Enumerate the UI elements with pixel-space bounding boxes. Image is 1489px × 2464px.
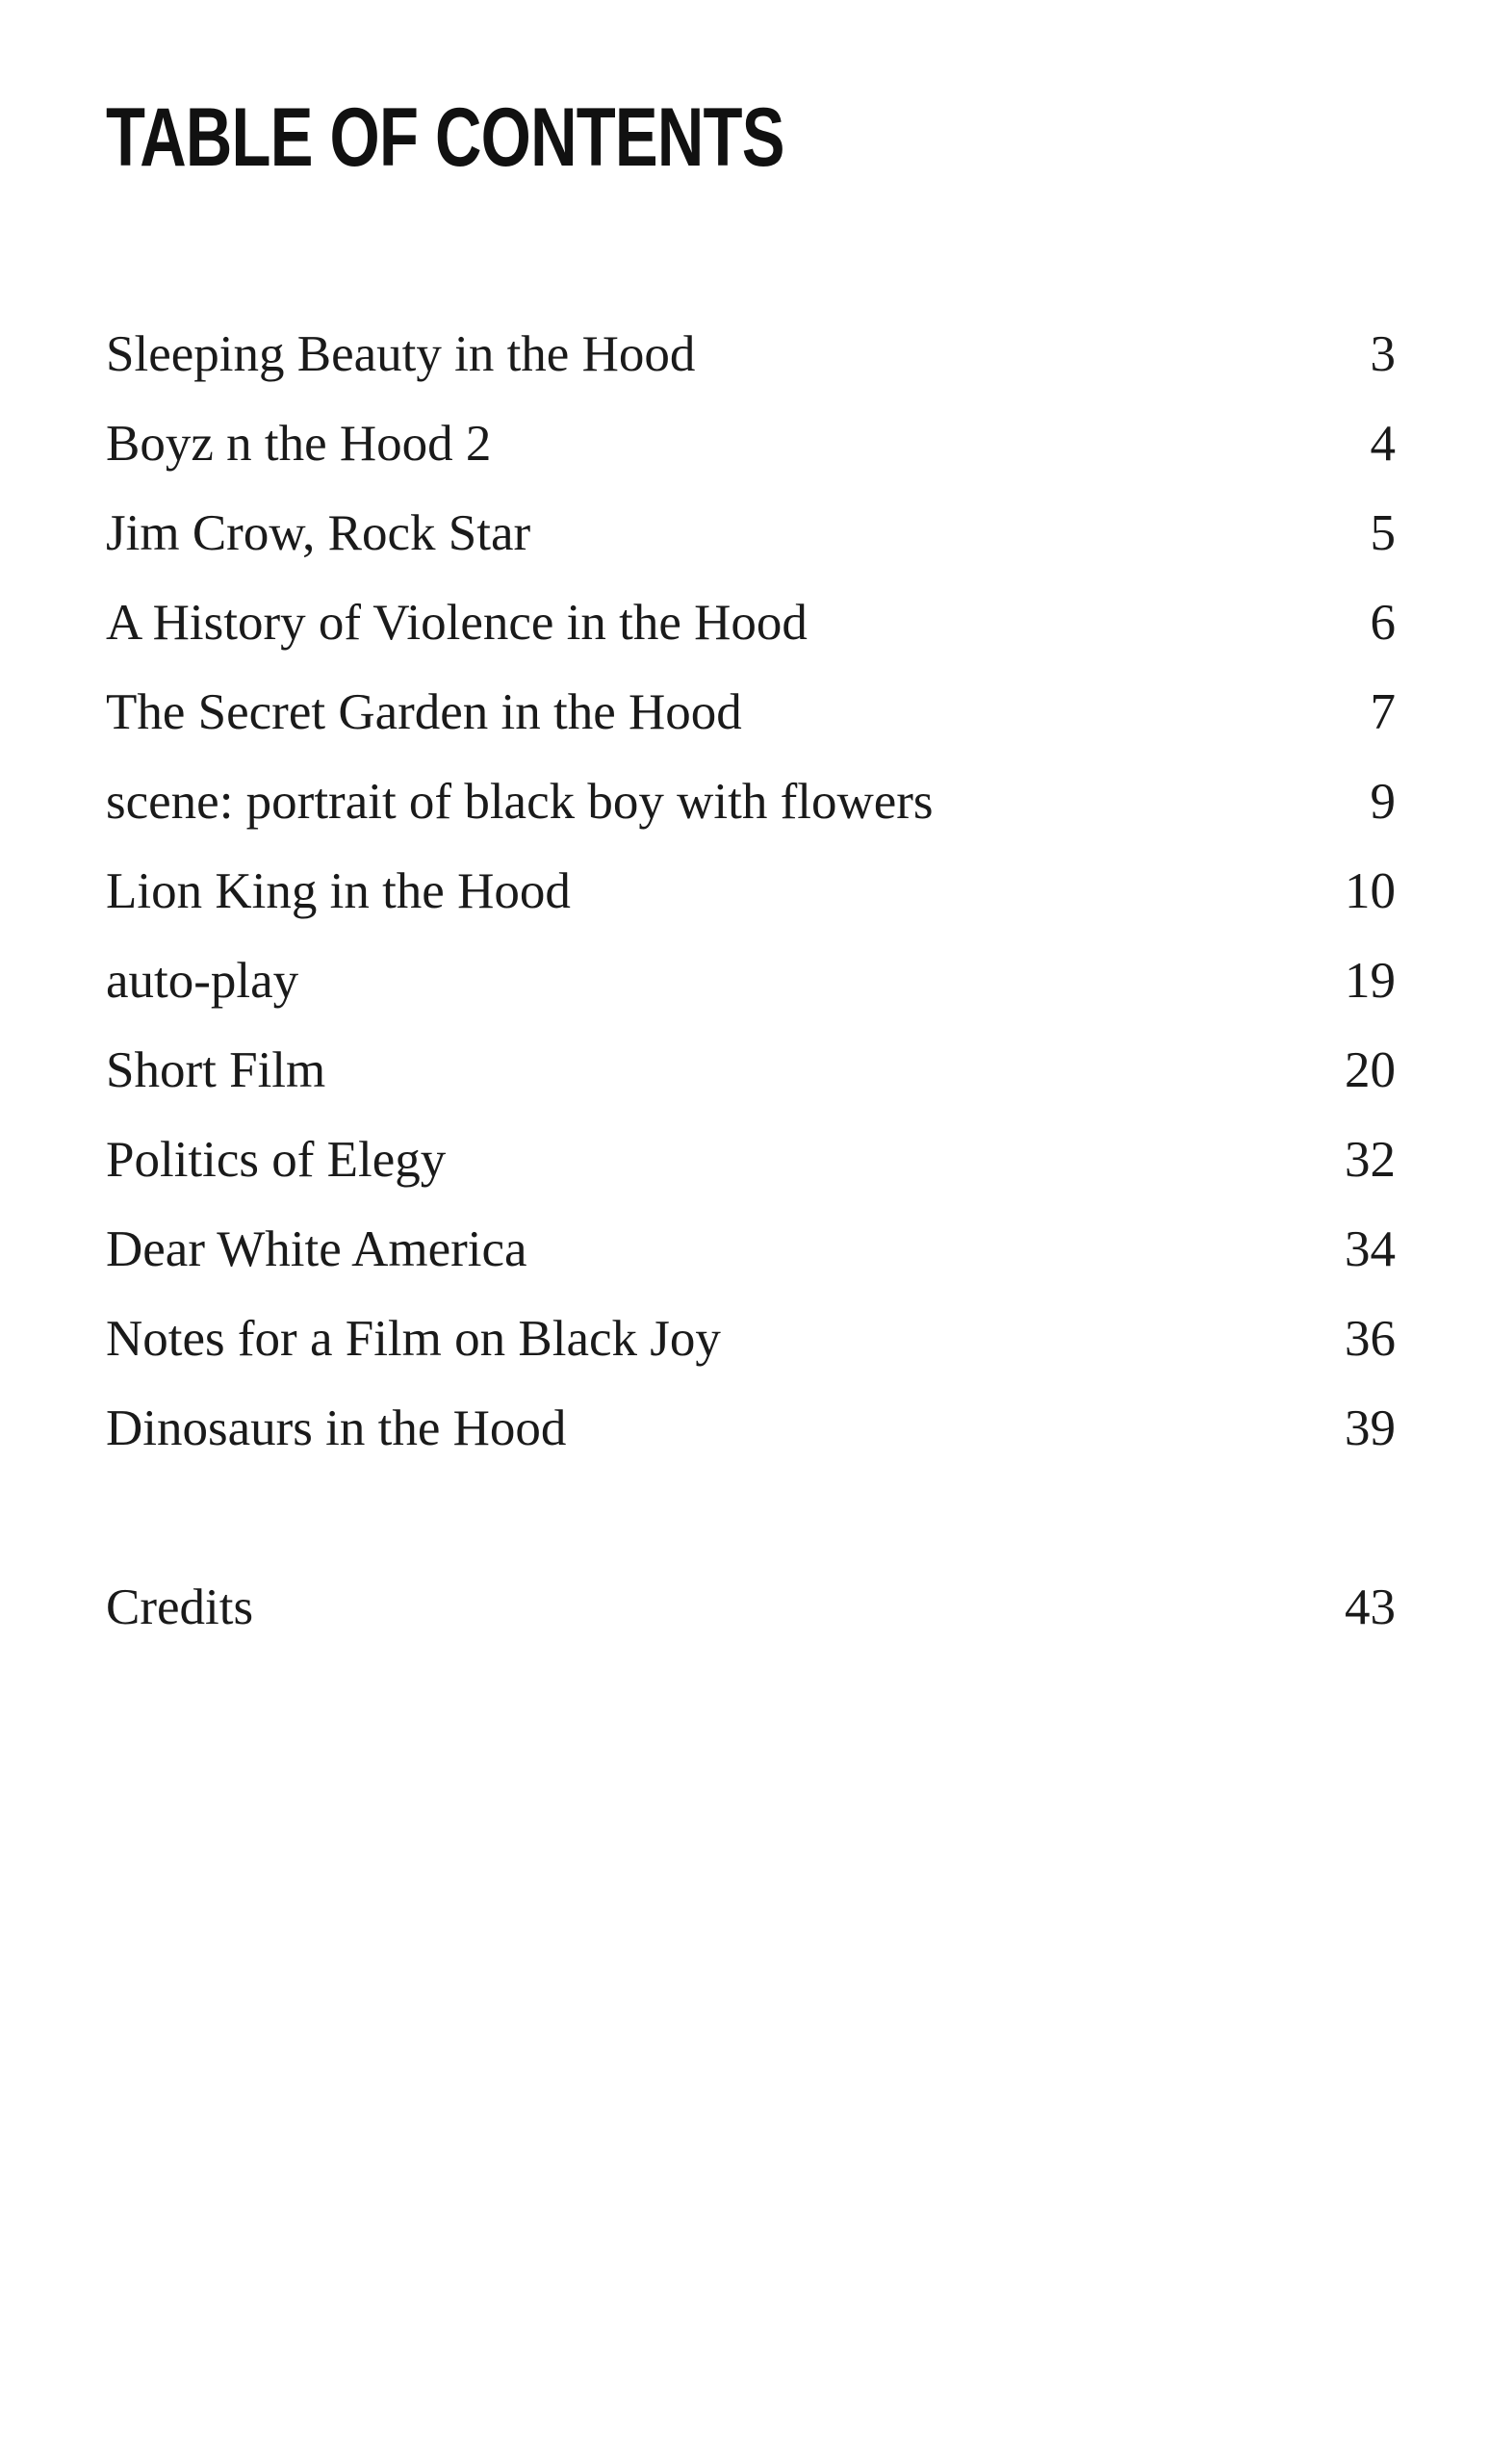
toc-entry-page-number: 19 (1345, 953, 1396, 1009)
toc-entry[interactable] (106, 1384, 1396, 1474)
toc-entry-title: A History of Violence in the Hood (106, 595, 808, 651)
toc-entry[interactable] (106, 1295, 1396, 1384)
toc-entry-page-number: 34 (1345, 1221, 1396, 1277)
toc-entry-title: Sleeping Beauty in the Hood (106, 326, 696, 382)
toc-entry-page-number: 39 (1345, 1400, 1396, 1456)
page-title: TABLE OF CONTENTS (106, 91, 784, 184)
toc-entry-page-number: 3 (1370, 326, 1396, 382)
toc-entry-page-number: 4 (1370, 416, 1396, 472)
toc-entry[interactable] (106, 937, 1396, 1026)
toc-entry-page-number: 6 (1370, 595, 1396, 651)
toc-entry-page-number: 7 (1370, 684, 1396, 740)
toc-entry-title: Dinosaurs in the Hood (106, 1400, 567, 1456)
toc-entry[interactable] (106, 1116, 1396, 1205)
toc-entry[interactable] (106, 399, 1396, 489)
toc-entry[interactable] (106, 578, 1396, 668)
toc-entry-title: Lion King in the Hood (106, 863, 571, 919)
toc-entry[interactable] (106, 757, 1396, 847)
toc-entry-title: Notes for a Film on Black Joy (106, 1311, 721, 1367)
toc-entry[interactable] (106, 489, 1396, 578)
toc-entry[interactable] (106, 668, 1396, 757)
toc-entry-page-number: 36 (1345, 1311, 1396, 1367)
toc-entry-title: Dear White America (106, 1221, 527, 1277)
toc-entry-title: The Secret Garden in the Hood (106, 684, 742, 740)
toc-entry-title: Short Film (106, 1042, 326, 1098)
toc-entry[interactable] (106, 1205, 1396, 1295)
toc-entry-title: Boyz n the Hood 2 (106, 416, 492, 472)
toc-entry-title: Politics of Elegy (106, 1132, 447, 1188)
toc-entry-credits[interactable] (106, 1563, 1396, 1653)
toc-entry-page-number: 9 (1370, 774, 1396, 830)
toc-entry-title: Jim Crow, Rock Star (106, 505, 531, 561)
toc-entry-page-number: 20 (1345, 1042, 1396, 1098)
toc-entry-page-number: 5 (1370, 505, 1396, 561)
toc-entry-page-number: 32 (1345, 1132, 1396, 1188)
toc-entry[interactable] (106, 1026, 1396, 1116)
toc-entry-title: Credits (106, 1579, 254, 1635)
toc-list (106, 310, 1396, 1653)
toc-entry-page-number: 10 (1345, 863, 1396, 919)
toc-entry[interactable] (106, 847, 1396, 937)
toc-entry-title: scene: portrait of black boy with flowers (106, 774, 934, 830)
toc-entry-title: auto-play (106, 953, 299, 1009)
toc-entry[interactable] (106, 310, 1396, 399)
toc-entry-page-number: 43 (1345, 1579, 1396, 1635)
